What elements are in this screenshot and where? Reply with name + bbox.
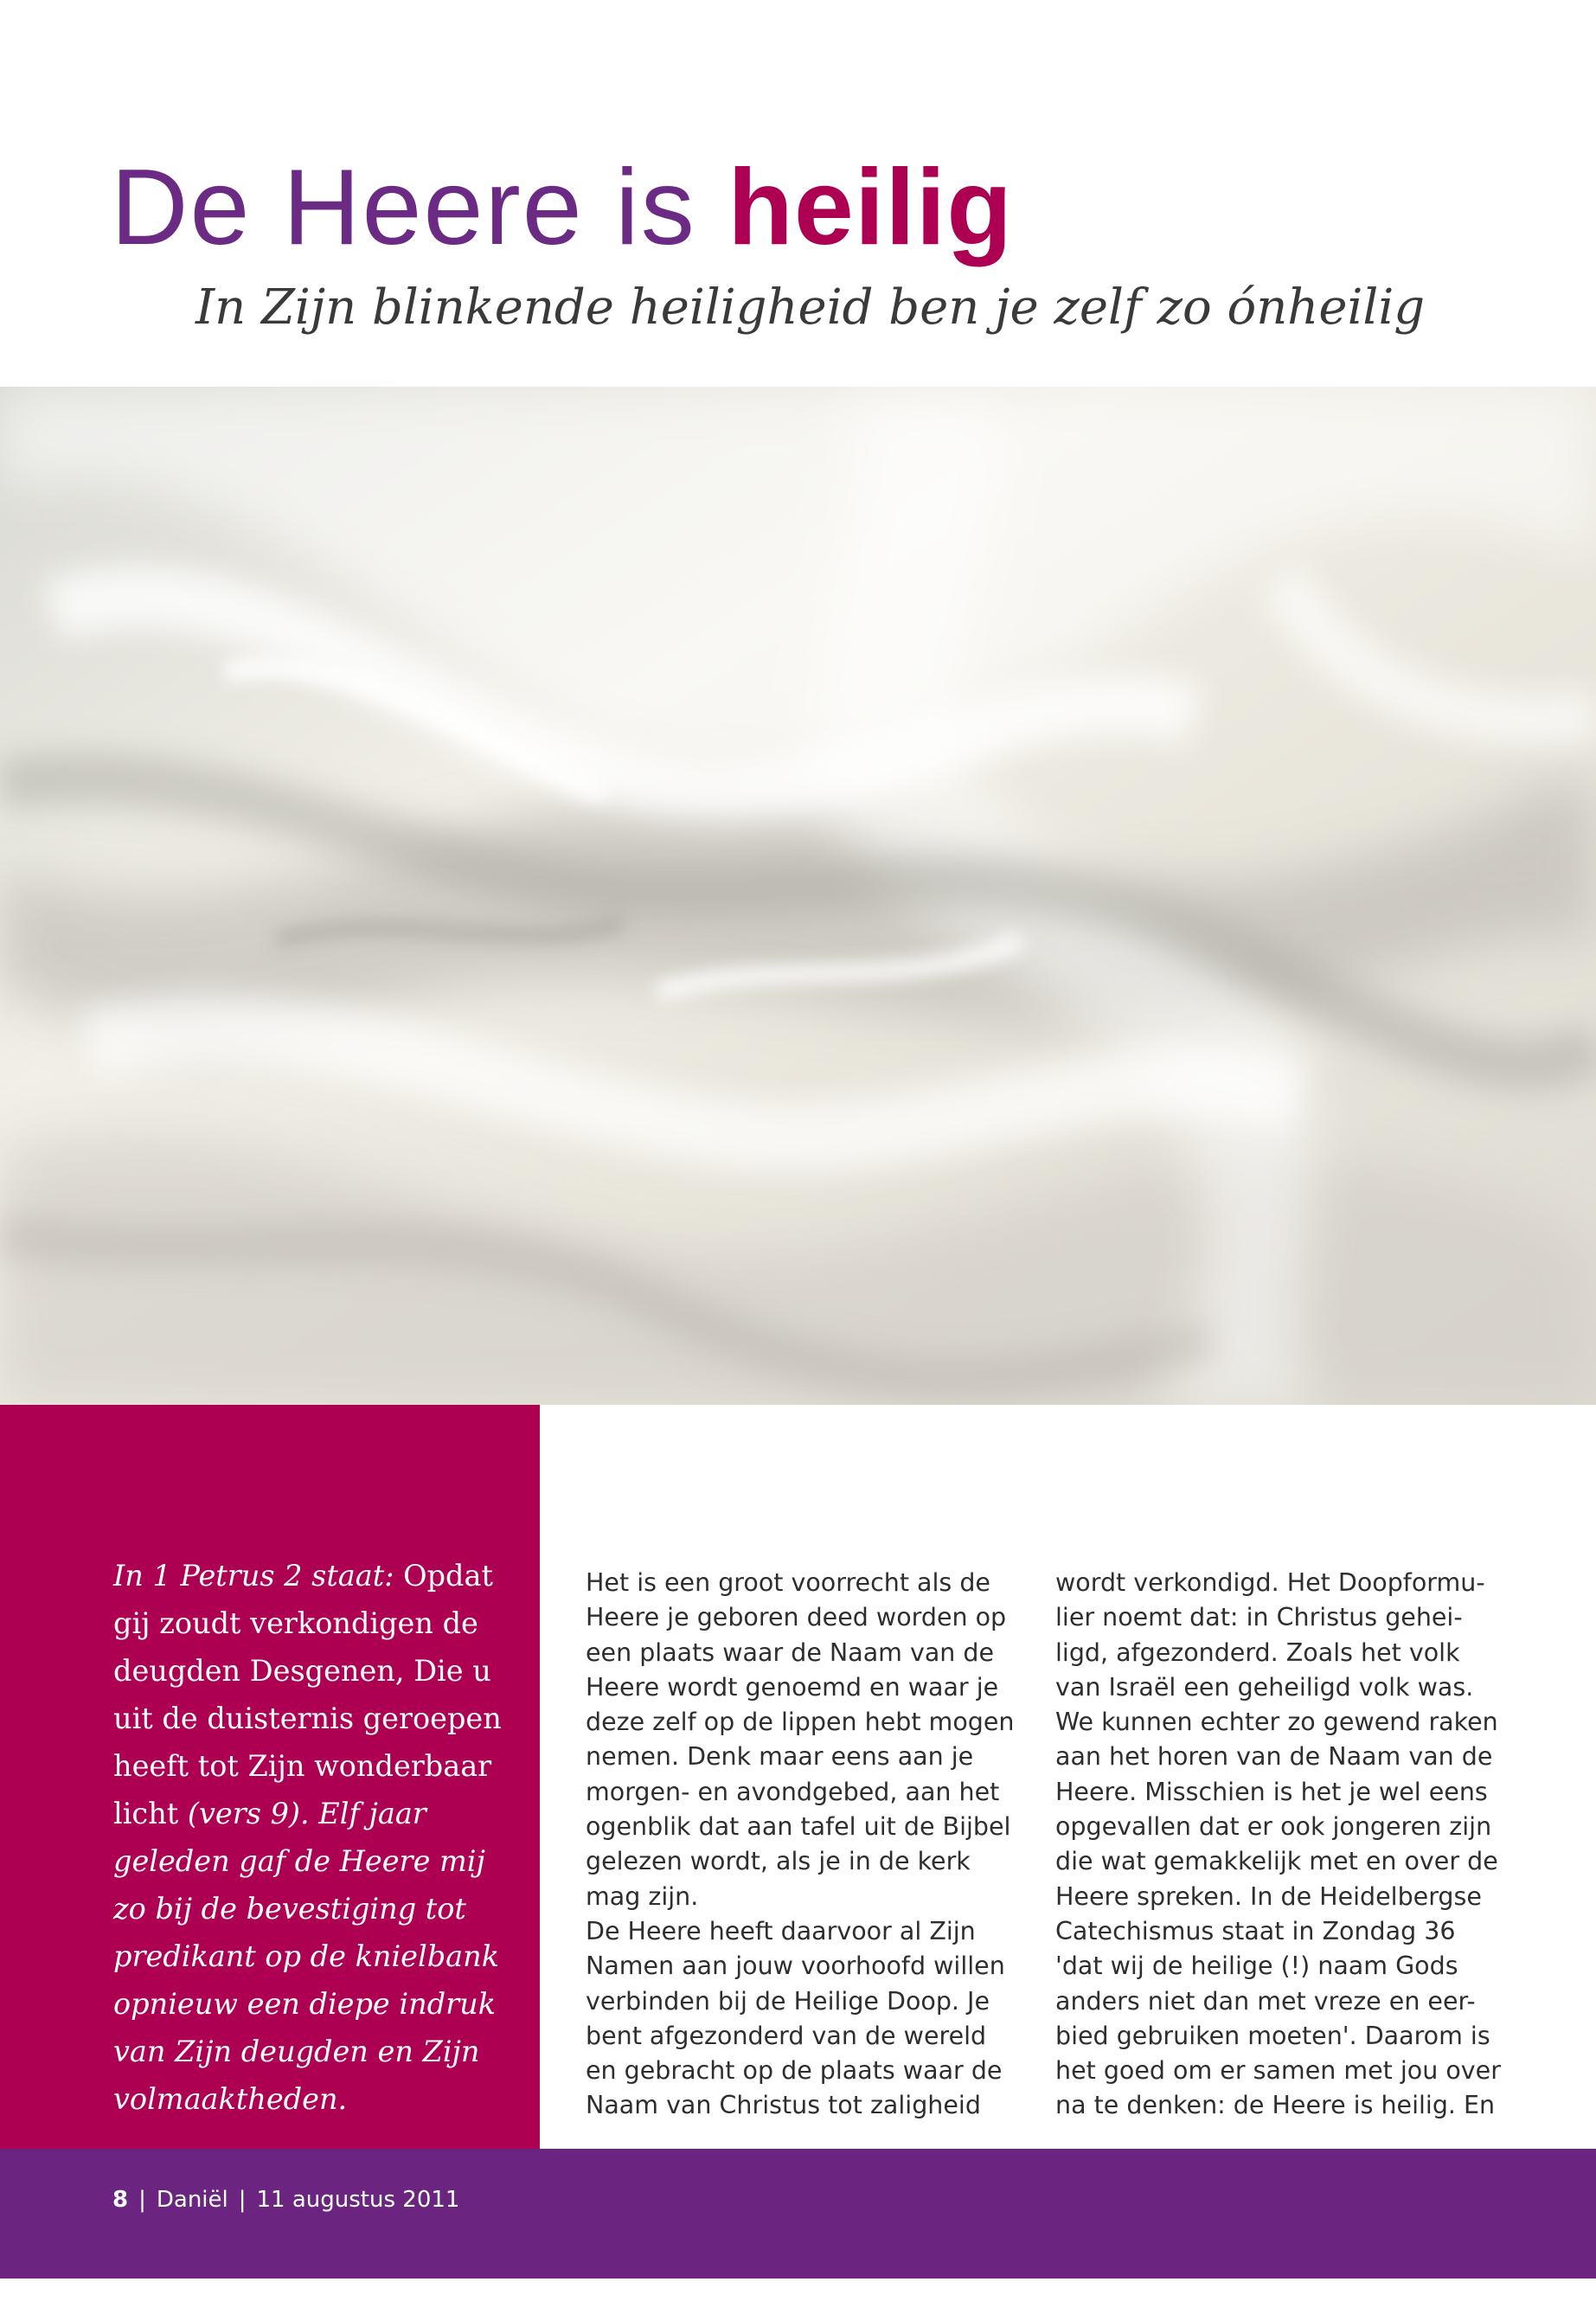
intro-panel — [0, 1405, 540, 2149]
title-highlight: heilig — [727, 148, 1013, 267]
body-column-2: wordt verkondigd. Het Doopformu- lier noemt dat: in Christus gehei- ligd, afgezonderd. Zoals het volk van Israël een geheiligd volk was. We kunnen echter zo gewend raken aan het horen van de Naam van de Heere. Misschien is het je wel eens opgevallen dat er ook jongeren zijn die wat gemakkelijk met en over de Heere spreken. In de Heidelbergse Catechismus staat in Zondag 36 'dat wij de heilige (!) naam Gods anders niet dan met vreze en eer- bied gebruiken moeten'. Daarom is het goed om er samen met jou over na te denken: de Heere is heilig. En — [1055, 1568, 1501, 2120]
page-title — [111, 147, 1013, 268]
satin-fabric-image — [0, 387, 1596, 1405]
title-plain: De Heere is — [111, 148, 728, 267]
magazine-name: Daniël — [156, 2187, 228, 2213]
intro-reference: (vers 9). Elf jaar geleden gaf de Heere mij zo bij de bevestiging tot predikant op de knielbank opnieuw een diepe indruk van Zijn deugden en Zijn volmaaktheden. — [113, 1797, 500, 2116]
intro-quote: Opdat gij zoudt verkondigen de deugden Desgenen, Die u uit de duisternis geroepen heeft tot Zijn wonderbaar licht — [113, 1559, 502, 1830]
intro-text — [113, 1552, 520, 2123]
footer-text — [112, 2187, 459, 2213]
page-number: 8 — [112, 2187, 129, 2213]
footer-separator-2: | — [238, 2187, 247, 2213]
page-subtitle: In Zijn blinkende heiligheid ben je zelf zo ónheilig — [195, 279, 1426, 336]
intro-lead: In 1 Petrus 2 staat: — [113, 1559, 404, 1593]
body-column-1: Het is een groot voorrecht als de Heere je geboren deed worden op een plaats waar de Naam van de Heere wordt genoemd en waar je deze zelf op de lippen hebt mogen nemen. Denk maar eens aan je morgen- en avondgebed, aan het ogenblik dat aan tafel uit de Bijbel gelezen wordt, als je in de kerk mag zijn. De Heere heeft daarvoor al Zijn Namen aan jouw voorhoofd willen verbinden bij de Heilige Doop. Je bent afgezonderd van de wereld en gebracht op de plaats waar de Naam van Christus tot zaligheid — [586, 1568, 1015, 2120]
issue-date: 11 augustus 2011 — [256, 2187, 460, 2213]
footer-bar — [0, 2149, 1596, 2279]
footer-separator-1: | — [138, 2187, 146, 2213]
